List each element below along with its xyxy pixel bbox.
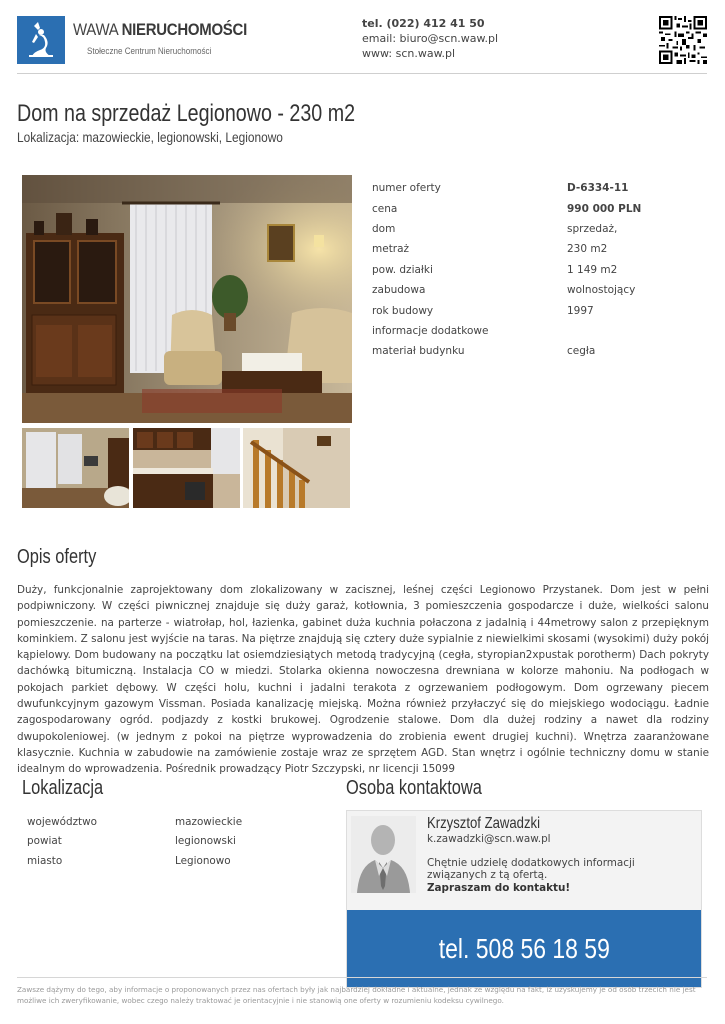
description-heading: Opis oferty: [17, 546, 97, 568]
footer-divider: [17, 977, 707, 978]
location-table: [27, 812, 242, 871]
detail-value: 990 000 PLN: [567, 202, 642, 215]
detail-label: pow. działki: [372, 263, 433, 276]
brand-prefix: WAWA: [73, 20, 118, 39]
agency-email[interactable]: email: biuro@scn.waw.pl: [362, 32, 499, 45]
agency-contact: [362, 16, 498, 61]
detail-value: sprzedaż,: [567, 222, 618, 235]
location-row-city: [27, 851, 242, 871]
location-row-voivodeship: [27, 812, 242, 832]
detail-row-plot-area: [372, 260, 702, 280]
brand-name: [73, 20, 247, 40]
brand-main: NIERUCHOMOŚCI: [121, 20, 247, 39]
thumbnail-2[interactable]: [133, 428, 240, 508]
detail-value: wolnostojący: [567, 284, 636, 297]
brand-text: [73, 20, 271, 57]
offer-details: [372, 178, 702, 362]
detail-label: rok budowy: [372, 304, 434, 317]
detail-label: zabudowa: [372, 284, 426, 297]
detail-value: 230 m2: [567, 243, 608, 256]
detail-label: cena: [372, 202, 398, 215]
location-label: województwo: [27, 815, 97, 828]
agent-name: Krzysztof Zawadzki: [427, 815, 541, 832]
detail-value: D-6334-11: [567, 182, 629, 195]
location-row-county: [27, 832, 242, 852]
detail-row-offer-number: [372, 178, 702, 198]
agent-phone[interactable]: tel. 508 56 18 59: [438, 932, 610, 964]
location-label: miasto: [27, 854, 63, 867]
main-photo[interactable]: [22, 175, 352, 423]
agent-note: Chętnie udzielę dodatkowych informacji związanych z tą ofertą.: [427, 857, 635, 881]
logo: [17, 16, 65, 64]
agent-email[interactable]: k.zawadzki@scn.waw.pl: [427, 833, 551, 845]
avatar: [351, 816, 416, 893]
kitchen-thumbnail-photo: [133, 428, 240, 508]
agent-phone-banner[interactable]: [347, 910, 701, 987]
agent-cta: Zapraszam do kontaktu!: [427, 882, 571, 894]
location-value: legionowski: [175, 835, 236, 848]
location-heading: Lokalizacja: [22, 777, 104, 799]
description-text: Duży, funkcjonalnie zaprojektowany dom zlokalizowany w zacisznej, leśnej części Legionowo Przystanek. Dom jest w pełni podpiwniczony. W części piwnicznej znajduje się duży garaż, kotłownia, 3 pomieszczenia gospodarcze i duże, wielkości salonu pomieszczenie. na parterze - wiatrołap, hol, łazienka, gabinet duża kuchnia połaczona z jadalnią i 44metrowy salon z przepięknym kominkiem. Z salonu jest wyjście na taras. Na piętrze znajdują się cztery duże sypialnie z niewielkimi skosami (wysokimi) duży pokój kąpielowy. Dom budowany na początku lat osiemdziesiątych metodą tradycyjną (cegła, styropian2xpustak porotherm) Dach pokryty dachówką bitumiczną. Instalacja CO w miedzi. Stolarka okienna nowoczesna drewniana w kolorze mahoniu. Na podłogach w pokojach parkiet dębowy. W części holu, kuchni i jadalni terakota z ogrzewaniem podłogowym. Dom ogrzewany piecem dwufunkcyjnym gazowym Vissman. Posiada kanalizację miejską. Można również przyłaczyć się do miejskiego wodociągu. Ładnie zagospodarowany ogród. podjazdy z kostki brukowej. Ogrodzenie stalowe. Dom dla dużej rodziny a nawet dla rodziny dwupokoleniowej. (w jednym z pokoi na piętrze wyprowadzenia do zrobienia ewent drugiej kuchni). Wnętrza zaaranżowane klasycznie. Kuchnia w zabudowie na zamówienie zostaje wraz ze sprzętem AGD. Stan wnętrz i ogólnie techniczny domu w stanie idealnym do wprowadzenia. Pośrednik prowadzący Piotr Szczypski, nr licencji 15099: [17, 584, 709, 776]
detail-value: 1 149 m2: [567, 263, 618, 276]
detail-row-type: [372, 219, 702, 239]
detail-row-year-built: [372, 300, 702, 320]
location-subtitle: Lokalizacja: mazowieckie, legionowski, Legionowo: [17, 129, 283, 145]
detail-row-additional-info: [372, 321, 702, 341]
detail-label: dom: [372, 222, 396, 235]
location-value: Legionowo: [175, 854, 231, 867]
agency-website[interactable]: www: scn.waw.pl: [362, 47, 456, 60]
detail-row-price: [372, 198, 702, 218]
location-value: mazowieckie: [175, 815, 243, 828]
room-thumbnail-photo: [22, 428, 129, 508]
stairs-thumbnail-photo: [243, 428, 350, 508]
detail-value: 1997: [567, 304, 594, 317]
detail-row-area: [372, 239, 702, 259]
page-header: [17, 16, 707, 74]
agent-card: [346, 810, 702, 988]
detail-value: cegła: [567, 345, 596, 358]
detail-label: metraż: [372, 243, 410, 256]
thumbnail-1[interactable]: [22, 428, 129, 508]
detail-label: materiał budynku: [372, 345, 465, 358]
disclaimer: Zawsze dążymy do tego, aby informacje o proponowanych przez nas ofertach były jak najbardziej dokładne i aktualne, jednak ze względu na fakt, iż uzyskujemy je od osób trzecich nie jest możliwe ich zweryfikowanie, wobec czego należy traktować je orientacyjnie i nie stanowią one oferty w rozumieniu kodeksu cywilnego.: [17, 985, 696, 1005]
qr-code-icon: [659, 16, 707, 64]
page-title: Dom na sprzedaż Legionowo - 230 m2: [17, 100, 356, 127]
detail-label: informacje dodatkowe: [372, 324, 489, 337]
detail-row-building-type: [372, 280, 702, 300]
detail-label: numer oferty: [372, 182, 441, 195]
brand-subtitle: Stołeczne Centrum Nieruchomości: [87, 46, 212, 57]
agency-phone[interactable]: tel. (022) 412 41 50: [362, 17, 485, 30]
contact-heading: Osoba kontaktowa: [346, 777, 482, 799]
location-label: powiat: [27, 835, 62, 848]
agent-silhouette-icon: [351, 816, 416, 893]
detail-row-material: [372, 341, 702, 361]
thumbnail-3[interactable]: [243, 428, 350, 508]
mermaid-icon: [24, 20, 58, 60]
living-room-photo: [22, 175, 352, 423]
